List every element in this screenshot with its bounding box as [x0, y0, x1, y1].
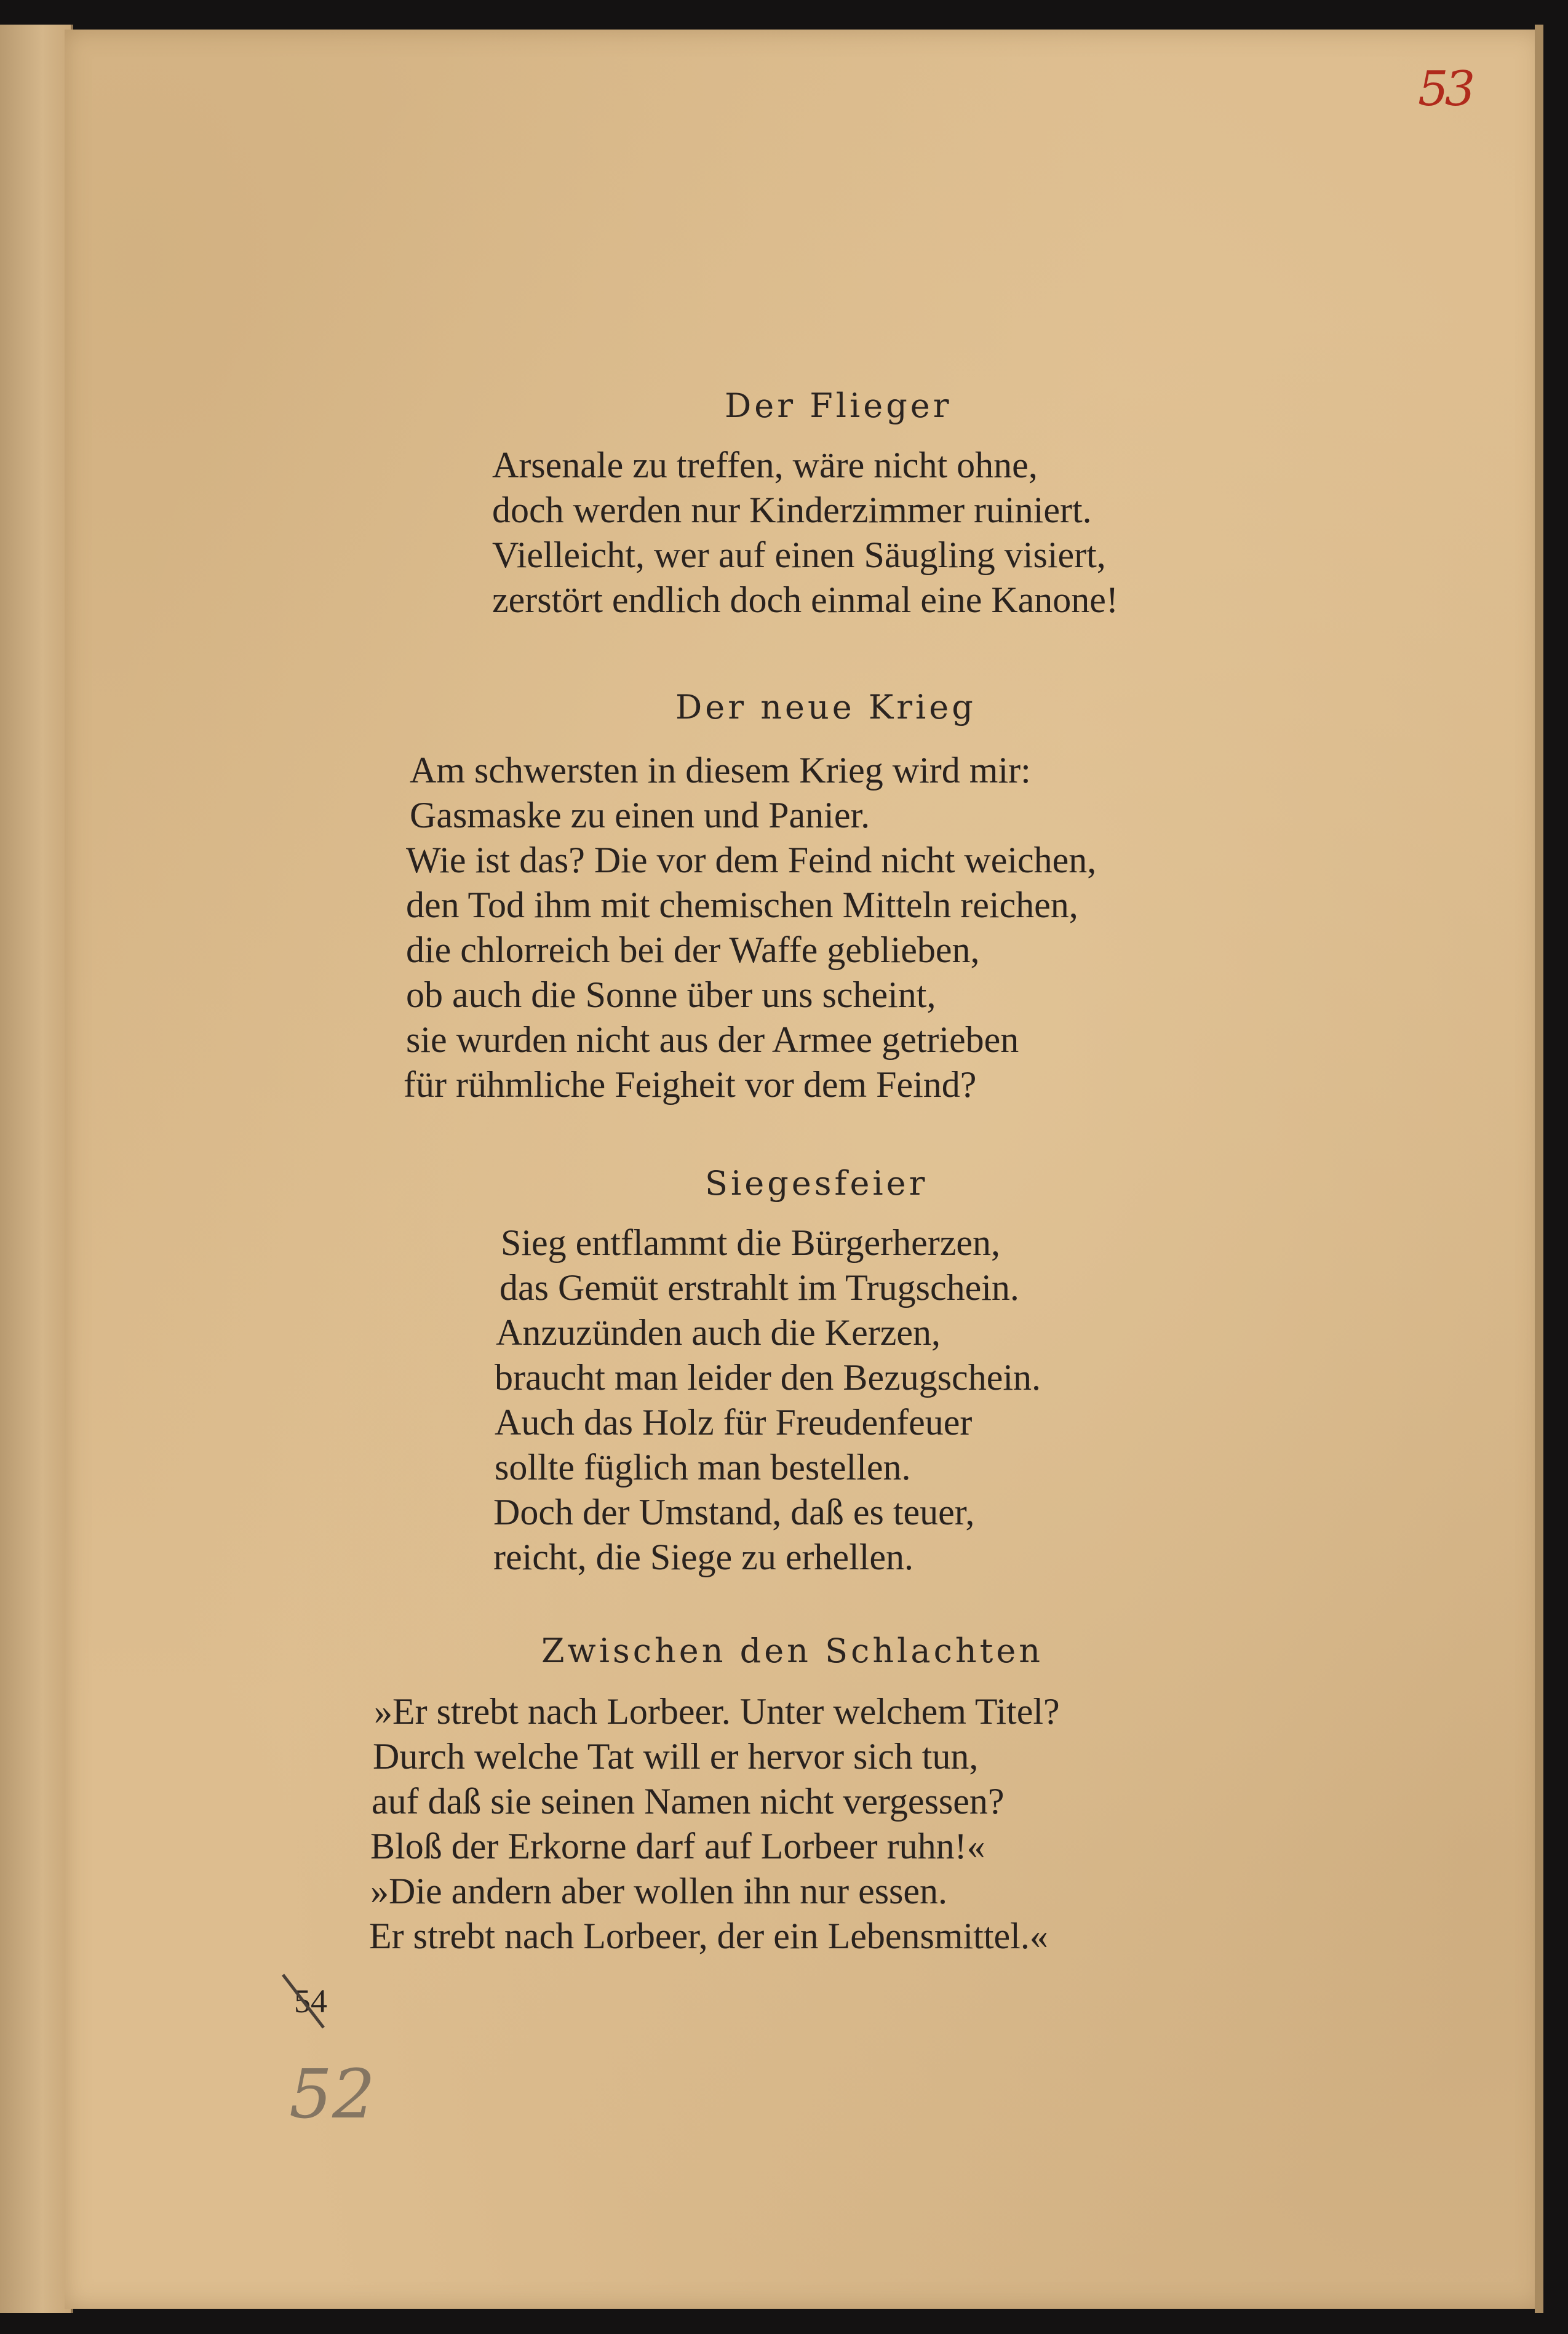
poem-line: doch werden nur Kinderzimmer ruiniert. — [492, 490, 1092, 530]
poem-line: Anzuzünden auch die Kerzen, — [496, 1312, 941, 1353]
poem-line: Doch der Umstand, daß es teuer, — [493, 1492, 975, 1532]
page-number: 54 — [294, 1983, 327, 2020]
poem-line: Gasmaske zu einen und Panier. — [410, 795, 870, 835]
poem-line: das Gemüt erstrahlt im Trugschein. — [499, 1267, 1019, 1308]
poem-line: »Er strebt nach Lorbeer. Unter welchem Titel? — [374, 1691, 1060, 1732]
poem-title: Siegesfeier — [705, 1164, 928, 1203]
poem-title: Der neue Krieg — [675, 688, 976, 727]
poem-line: braucht man leider den Bezugschein. — [495, 1357, 1041, 1398]
poem-line: Arsenale zu treffen, wäre nicht ohne, — [492, 445, 1038, 485]
page-edge — [1535, 25, 1543, 2313]
pencil-strike-mark — [281, 1971, 330, 2033]
poem-line: sie wurden nicht aus der Armee getrieben — [406, 1019, 1019, 1060]
poem-title: Der Flieger — [725, 386, 952, 425]
poem-line: Durch welche Tat will er hervor sich tun, — [373, 1736, 979, 1777]
handwritten-folio-number: 53 — [1418, 62, 1472, 117]
poem-line: Wie ist das? Die vor dem Feind nicht weichen, — [406, 840, 1097, 880]
poem-line: reicht, die Siege zu erhellen. — [493, 1537, 914, 1577]
poem-line: Bloß der Erkorne darf auf Lorbeer ruhn!« — [370, 1826, 985, 1866]
poem-line: den Tod ihm mit chemischen Mitteln reichen, — [406, 885, 1078, 925]
poem-line: »Die andern aber wollen ihn nur essen. — [370, 1871, 948, 1911]
poem-line: zerstört endlich doch einmal eine Kanone! — [492, 580, 1118, 620]
poem-line: Am schwersten in diesem Krieg wird mir: — [410, 750, 1031, 791]
poem-line: auf daß sie seinen Namen nicht vergessen? — [372, 1781, 1005, 1822]
poem-line: Sieg entflammt die Bürgerherzen, — [501, 1222, 1000, 1263]
poem-line: Vielleicht, wer auf einen Säugling visiert, — [492, 535, 1106, 575]
poem-title: Zwischen den Schlachten — [541, 1631, 1044, 1670]
poem-line: Auch das Holz für Freudenfeuer — [495, 1402, 973, 1443]
poem-line: für rühmliche Feigheit vor dem Feind? — [404, 1064, 977, 1105]
poem-line: sollte füglich man bestellen. — [495, 1447, 911, 1488]
poem-line: ob auch die Sonne über uns scheint, — [406, 974, 936, 1015]
poem-line: die chlorreich bei der Waffe geblieben, — [406, 930, 980, 970]
poem-line: Er strebt nach Lorbeer, der ein Lebensmittel.« — [369, 1916, 1048, 1956]
facing-page-edge — [0, 25, 73, 2313]
pencil-page-number: 52 — [289, 2055, 375, 2133]
